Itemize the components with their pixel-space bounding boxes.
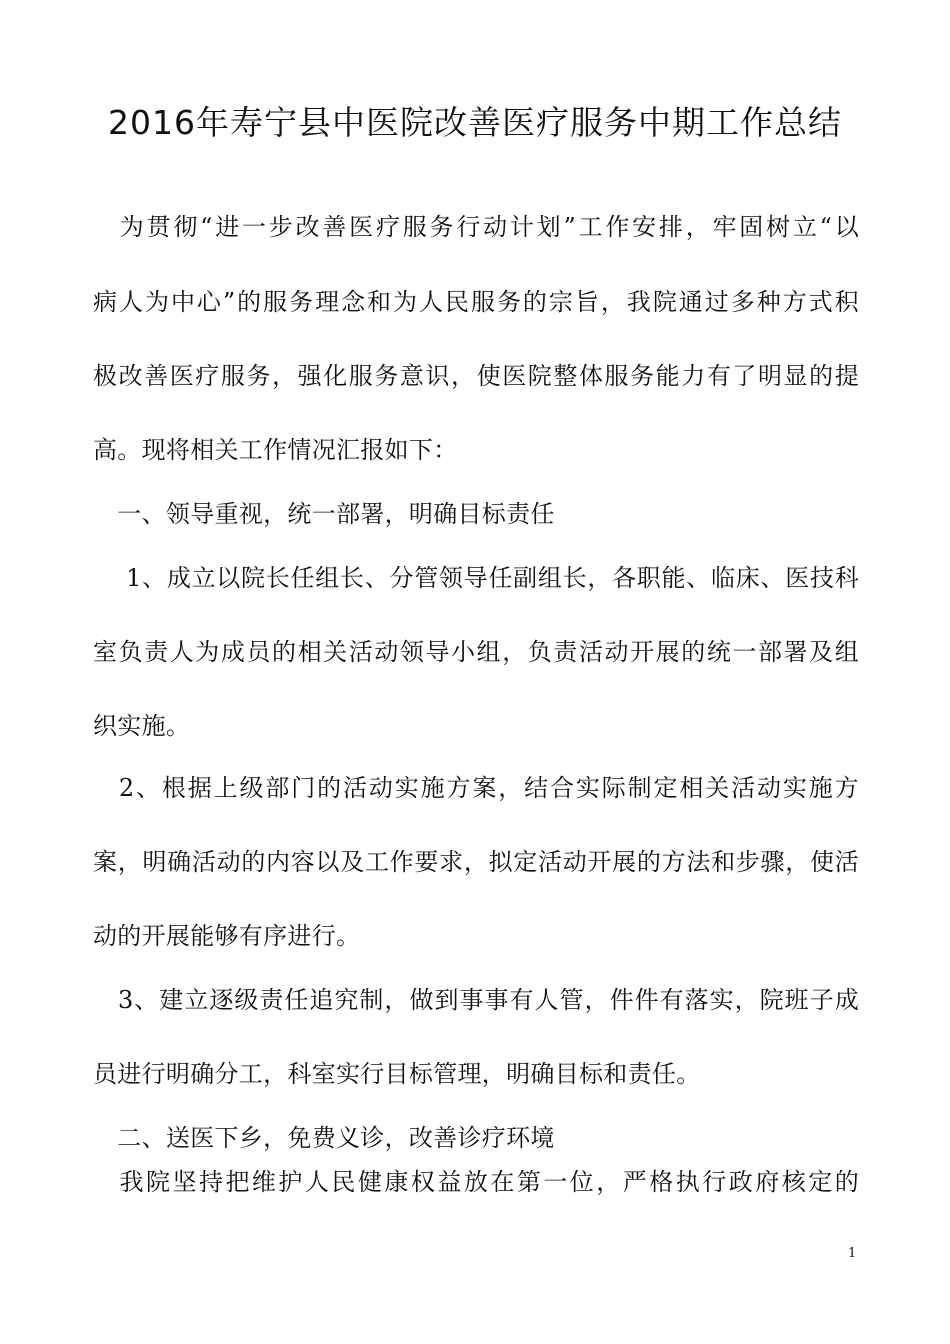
paragraph-line: 2、根据上级部门的活动实施方案，结合实际制定相关活动实施方	[93, 774, 859, 802]
paragraph-line: 高。现将相关工作情况汇报如下：	[93, 436, 458, 464]
document-title: 2016年寿宁县中医院改善医疗服务中期工作总结	[108, 103, 842, 142]
section-heading: 一、领导重视，统一部署，明确目标责任	[93, 500, 555, 528]
paragraph-line: 1、成立以院长任组长、分管领导任副组长，各职能、临床、医技科	[93, 564, 859, 592]
paragraph-line: 3、建立逐级责任追究制，做到事事有人管，件件有落实，院班子成	[93, 986, 859, 1014]
paragraph-line: 我院坚持把维护人民健康权益放在第一位，严格执行政府核定的	[93, 1168, 859, 1196]
paragraph-line: 织实施。	[93, 712, 191, 740]
paragraph-line: 案，明确活动的内容以及工作要求，拟定活动开展的方法和步骤，使活	[93, 848, 859, 876]
paragraph-line: 极改善医疗服务，强化服务意识，使医院整体服务能力有了明显的提	[93, 362, 859, 390]
paragraph-line: 病人为中心”的服务理念和为人民服务的宗旨，我院通过多种方式积	[93, 288, 859, 316]
paragraph-line: 为贯彻“进一步改善医疗服务行动计划”工作安排，牢固树立“以	[93, 213, 859, 241]
section-heading: 二、送医下乡，免费义诊，改善诊疗环境	[93, 1124, 555, 1152]
page-number: 1	[848, 1246, 857, 1261]
paragraph-line: 员进行明确分工，科室实行目标管理，明确目标和责任。	[93, 1060, 701, 1088]
paragraph-line: 动的开展能够有序进行。	[93, 922, 361, 950]
paragraph-line: 室负责人为成员的相关活动领导小组，负责活动开展的统一部署及组	[93, 638, 859, 666]
